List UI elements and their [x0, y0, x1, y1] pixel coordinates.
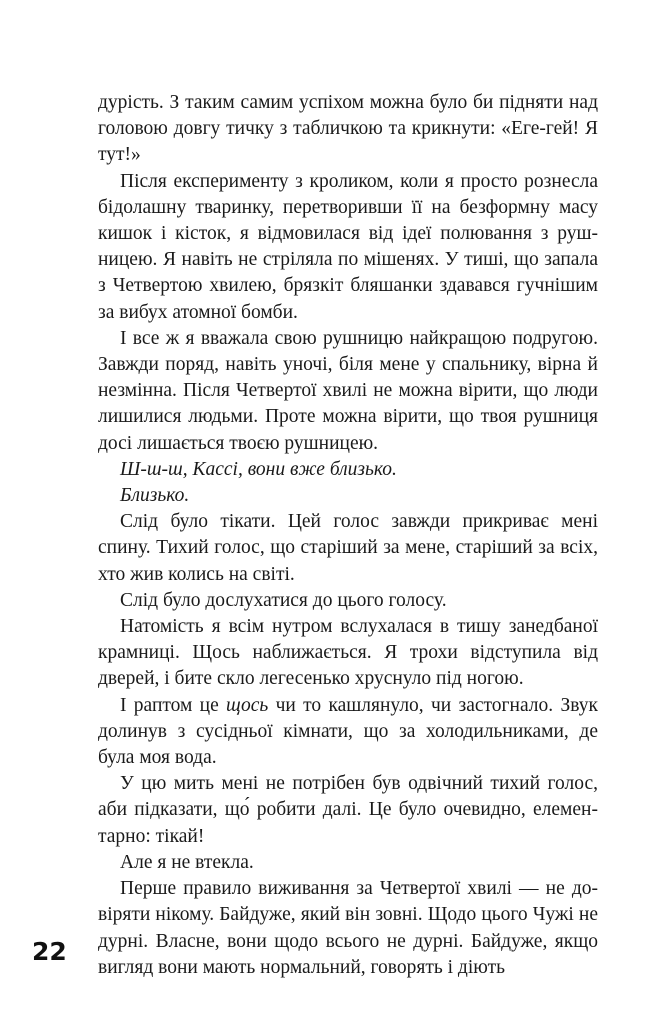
paragraph: Слід було тікати. Цей голос завжди прикриває мені спину. Тихий голос, що старіший за мене, старіший за всіх, хто жив колись на світі. — [98, 511, 598, 585]
paragraph-italic-thought: Ш-ш-ш, Кассі, вони вже близько. — [120, 458, 397, 480]
paragraph: Після експерименту з кроликом, коли я просто рознесла бідолашну тваринку, перетворивши її на безформну масу кишок і кісток, я відмовилася від ідеї полювання з рушницею. Я навіть не стріляла по мішенях. У тиші, що запала з Четвертою хвилею, брязкіт бляшанки здавався гучнішим за вибух атомної бомби. — [98, 170, 598, 323]
paragraph: Слід було дослухатися до цього голосу. — [120, 589, 447, 611]
paragraph-italic-thought: Близько. — [120, 485, 190, 507]
paragraph: І все ж я вважала свою рушницю найкращою подругою. Завжди поряд, навіть уночі, біля мене у спальнику, вірна й незмінна. Після Четвертої хвилі не можна вірити, що люди лишилися людьми. Проте можна вірити, що твоя рушниця досі лишається твоєю рушницею. — [98, 327, 598, 454]
paragraph: Але я не втекла. — [120, 851, 254, 873]
page-number: 22 — [32, 937, 67, 966]
paragraph-text: чи то кашлянуло, чи застогнало. Звук долинув з сусідньої кімнати, що за холодильниками, де була моя вода. — [98, 694, 598, 769]
paragraph — [98, 693, 598, 772]
paragraph: дурість. З таким самим успіхом можна було би підняти над головою довгу тичку з табличкою та крикнути: «Еге-гей! Я тут!» — [98, 92, 598, 166]
paragraph: Натомість я всім нутром вслухалася в тишу занедбаної крамниці. Щось наближається. Я трохи відступила від дверей, і бите скло легесенько хруснуло під ногою. — [98, 616, 598, 690]
page-body-text — [98, 90, 598, 981]
paragraph: У цю мить мені не потрібен був одвічний тихий голос, аби підказати, що́ робити далі. Це було очевидно, елементарно: тікай! — [98, 773, 598, 847]
paragraph-text: І раптом це — [120, 694, 219, 716]
paragraph: Перше правило виживання за Четвертої хвилі — не довіряти нікому. Байдуже, який він зовні. Щодо цього Чужі не дурні. Власне, вони щодо всього не дурні. Байдуже, якщо вигляд вони мають нормальний, говорять і діють — [98, 878, 598, 978]
emphasis-text: щось — [226, 694, 269, 716]
